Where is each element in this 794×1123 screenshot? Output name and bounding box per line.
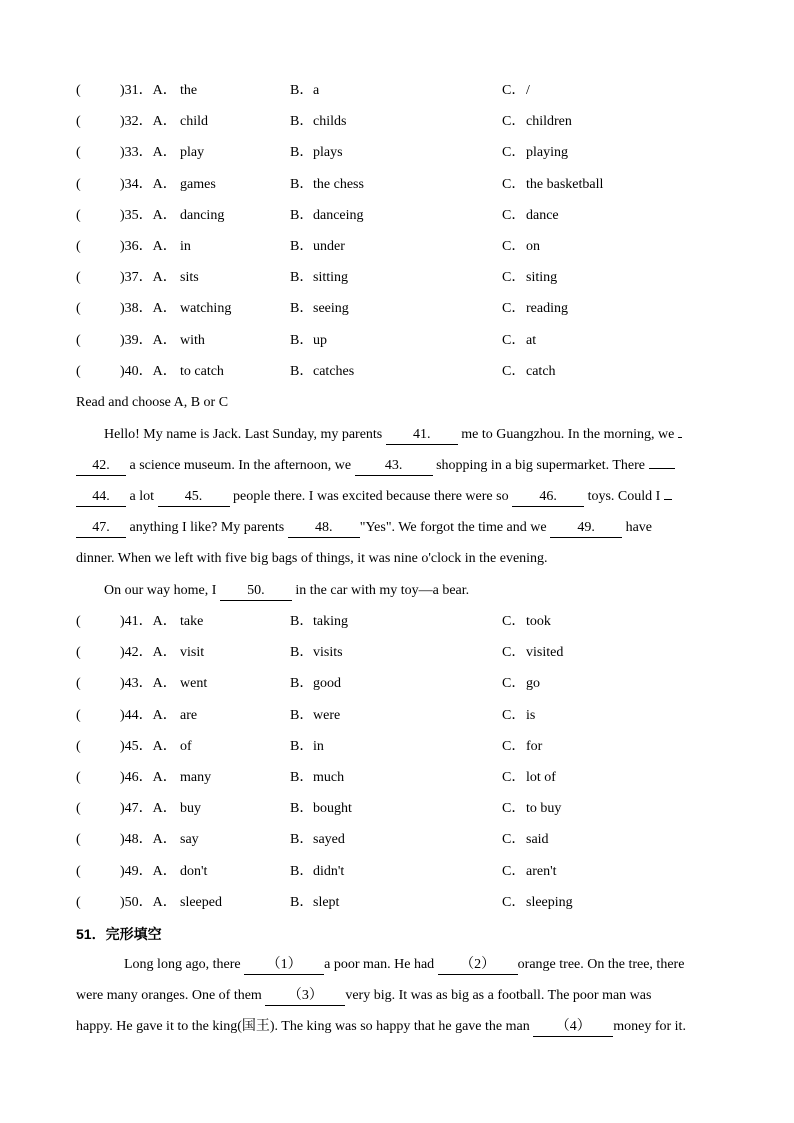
option-b[interactable]: plays: [313, 145, 343, 161]
option-c-letter: C．: [502, 707, 526, 723]
answer-paren[interactable]: (: [76, 707, 81, 723]
passage-line-5: dinner. When we left with five big bags of things, it was nine o'clock in the evening.: [76, 551, 548, 566]
option-b[interactable]: didn't: [313, 863, 345, 879]
question-number: )39．A．: [120, 332, 177, 348]
question-row-48: [0, 829, 794, 851]
blank-47[interactable]: 47.: [76, 519, 126, 538]
option-c[interactable]: to buy: [526, 801, 562, 817]
blank-48[interactable]: 48.: [288, 519, 360, 538]
question-row-37: [0, 267, 794, 289]
q51-title: 51．完形填空: [76, 926, 162, 942]
answer-paren[interactable]: (: [76, 176, 81, 192]
question-row-47: [0, 798, 794, 820]
answer-paren[interactable]: (: [76, 801, 81, 817]
cloze-blank-2[interactable]: （2）: [438, 956, 518, 975]
option-b[interactable]: sitting: [313, 270, 349, 286]
cloze-line-3: happy. He gave it to the king(国王). The king was so happy that he gave the man （4） money for it.: [76, 1016, 716, 1038]
question-number: )31．A．: [120, 83, 177, 98]
option-b-letter: B．: [290, 83, 314, 98]
option-b-letter: B．: [290, 363, 314, 379]
option-c[interactable]: siting: [526, 270, 558, 286]
option-a[interactable]: are: [180, 707, 198, 723]
question-number: )45．A．: [120, 738, 177, 754]
question-row-44: [0, 705, 794, 727]
option-c[interactable]: on: [526, 239, 540, 254]
question-row-49: [0, 861, 794, 883]
option-b[interactable]: up: [313, 332, 327, 348]
question-row-39: [0, 330, 794, 352]
option-b-letter: B．: [290, 645, 314, 661]
question-row-36: [0, 236, 794, 258]
option-b-letter: B．: [290, 239, 314, 254]
option-c-letter: C．: [502, 207, 526, 223]
option-b[interactable]: under: [313, 239, 345, 254]
question-row-33: [0, 142, 794, 164]
question-number: )43．A．: [120, 676, 177, 692]
answer-paren[interactable]: (: [76, 770, 81, 785]
answer-paren[interactable]: (: [76, 239, 81, 254]
passage-line-6: On our way home, I 50. in the car with my toy—a bear.: [104, 580, 716, 602]
question-row-43: [0, 673, 794, 695]
option-a[interactable]: of: [180, 738, 192, 754]
option-b-letter: B．: [290, 738, 314, 754]
answer-paren[interactable]: (: [76, 301, 81, 317]
option-c-letter: C．: [502, 363, 526, 379]
option-c-letter: C．: [502, 145, 526, 161]
option-b[interactable]: in: [313, 738, 324, 754]
question-number: )32．A．: [120, 114, 177, 130]
question-number: )36．A．: [120, 239, 177, 254]
option-b-letter: B．: [290, 207, 314, 223]
option-b[interactable]: danceing: [313, 207, 364, 223]
option-b[interactable]: a: [313, 83, 320, 98]
question-row-42: [0, 642, 794, 664]
option-c[interactable]: playing: [526, 145, 568, 161]
option-b-letter: B．: [290, 894, 314, 910]
option-a[interactable]: with: [180, 332, 205, 348]
question-row-40: [0, 361, 794, 383]
blank-41[interactable]: 41.: [386, 426, 458, 445]
option-c-letter: C．: [502, 832, 526, 848]
blank-43[interactable]: 43.: [355, 457, 433, 476]
cloze-line-1: Long long ago, there （1） a poor man. He had （2） orange tree. On the tree, there: [124, 954, 716, 976]
option-a[interactable]: watching: [180, 301, 232, 317]
option-a[interactable]: many: [180, 770, 212, 785]
blank-46[interactable]: 46.: [512, 488, 584, 507]
question-number: )35．A．: [120, 207, 177, 223]
option-b[interactable]: slept: [313, 894, 340, 910]
option-c-letter: C．: [502, 676, 526, 692]
option-c-letter: C．: [502, 301, 526, 317]
option-c[interactable]: dance: [526, 207, 559, 223]
option-c-letter: C．: [502, 332, 526, 348]
option-c-letter: C．: [502, 738, 526, 754]
option-c[interactable]: sleeping: [526, 894, 573, 910]
blank-44[interactable]: 44.: [76, 488, 126, 507]
option-b[interactable]: catches: [313, 363, 355, 379]
answer-paren[interactable]: (: [76, 832, 81, 848]
option-c[interactable]: go: [526, 676, 540, 692]
question-number: )44．A．: [120, 707, 177, 723]
option-a[interactable]: sleeped: [180, 894, 222, 910]
option-c[interactable]: catch: [526, 363, 556, 379]
question-number: )46．A．: [120, 770, 177, 785]
option-b[interactable]: much: [313, 770, 345, 785]
question-number: )33．A．: [120, 145, 177, 161]
option-b-letter: B．: [290, 770, 314, 785]
answer-paren[interactable]: (: [76, 614, 81, 629]
option-b[interactable]: childs: [313, 114, 347, 130]
option-c[interactable]: children: [526, 114, 572, 130]
passage-line-3: 44. a lot 45. people there. I was excited because there were so 46. toys. Could I: [76, 486, 716, 508]
answer-paren[interactable]: (: [76, 894, 81, 910]
blank-49[interactable]: 49.: [550, 519, 622, 538]
option-a[interactable]: in: [180, 239, 191, 254]
question-number: )37．A．: [120, 270, 177, 286]
question-number: )34．A．: [120, 176, 177, 192]
option-a[interactable]: play: [180, 145, 205, 161]
blank-47-start: [664, 499, 672, 500]
answer-paren[interactable]: (: [76, 738, 81, 754]
option-c-letter: C．: [502, 894, 526, 910]
question-number: )47．A．: [120, 801, 177, 817]
question-row-41: [0, 611, 794, 633]
option-c[interactable]: visited: [526, 645, 564, 661]
question-row-35: [0, 205, 794, 227]
option-c-letter: C．: [502, 270, 526, 286]
option-c-letter: C．: [502, 239, 526, 254]
option-c[interactable]: reading: [526, 301, 568, 317]
option-b-letter: B．: [290, 832, 314, 848]
question-number: )49．A．: [120, 863, 177, 879]
question-number: )40．A．: [120, 363, 177, 379]
option-a[interactable]: buy: [180, 801, 201, 817]
question-number: )50．A．: [120, 894, 177, 910]
option-b-letter: B．: [290, 332, 314, 348]
option-c-letter: C．: [502, 645, 526, 661]
option-c-letter: C．: [502, 176, 526, 192]
option-a[interactable]: the: [180, 83, 198, 98]
option-c[interactable]: aren't: [526, 863, 557, 879]
option-a[interactable]: sits: [180, 270, 199, 286]
question-row-38: [0, 298, 794, 320]
passage-line-4: 47. anything I like? My parents 48. "Yes". We forgot the time and we 49. have: [76, 517, 716, 539]
question-row-46: [0, 767, 794, 789]
option-a[interactable]: to catch: [180, 363, 224, 379]
answer-paren[interactable]: (: [76, 145, 81, 161]
question-row-34: [0, 174, 794, 196]
option-c-letter: C．: [502, 801, 526, 817]
option-b[interactable]: seeing: [313, 301, 349, 317]
option-c[interactable]: is: [526, 707, 536, 723]
option-a[interactable]: dancing: [180, 207, 225, 223]
section-title: Read and choose A, B or C: [76, 395, 229, 410]
option-a[interactable]: games: [180, 176, 216, 192]
option-c[interactable]: at: [526, 332, 537, 348]
option-c[interactable]: for: [526, 738, 543, 754]
option-b-letter: B．: [290, 614, 314, 629]
option-c[interactable]: said: [526, 832, 549, 848]
question-row-32: [0, 111, 794, 133]
answer-paren[interactable]: (: [76, 114, 81, 130]
blank-44-start: [649, 468, 675, 469]
option-c[interactable]: took: [526, 614, 551, 629]
cloze-blank-4[interactable]: （4）: [533, 1018, 613, 1037]
option-b-letter: B．: [290, 176, 314, 192]
answer-paren[interactable]: (: [76, 645, 81, 661]
cloze-line-2: were many oranges. One of them （3） very big. It was as big as a football. The poor man was: [76, 985, 716, 1007]
option-c-letter: C．: [502, 83, 526, 98]
option-b-letter: B．: [290, 301, 314, 317]
question-number: )48．A．: [120, 832, 177, 848]
answer-paren[interactable]: (: [76, 83, 81, 98]
option-b-letter: B．: [290, 676, 314, 692]
option-b-letter: B．: [290, 270, 314, 286]
answer-paren[interactable]: (: [76, 332, 81, 348]
blank-50[interactable]: 50.: [220, 582, 292, 601]
answer-paren[interactable]: (: [76, 363, 81, 379]
option-c[interactable]: the basketball: [526, 176, 604, 192]
option-b[interactable]: visits: [313, 645, 343, 661]
option-b-letter: B．: [290, 145, 314, 161]
passage-line-2: 42. a science museum. In the afternoon, we 43. shopping in a big supermarket. There: [76, 455, 716, 477]
option-a[interactable]: say: [180, 832, 199, 848]
option-b-letter: B．: [290, 707, 314, 723]
passage-line-1: Hello! My name is Jack. Last Sunday, my parents 41. me to Guangzhou. In the morning, we: [104, 424, 716, 446]
question-row-45: [0, 736, 794, 758]
option-c-letter: C．: [502, 770, 526, 785]
blank-42[interactable]: 42.: [76, 457, 126, 476]
answer-paren[interactable]: (: [76, 676, 81, 692]
option-a[interactable]: don't: [180, 863, 208, 879]
option-b-letter: B．: [290, 114, 314, 130]
option-c[interactable]: lot of: [526, 770, 556, 785]
option-a[interactable]: take: [180, 614, 204, 629]
answer-paren[interactable]: (: [76, 207, 81, 223]
option-a[interactable]: went: [180, 676, 208, 692]
cloze-blank-1[interactable]: （1）: [244, 956, 324, 975]
option-b[interactable]: taking: [313, 614, 348, 629]
blank-42-start: [678, 437, 682, 438]
option-a[interactable]: child: [180, 114, 208, 130]
option-b[interactable]: sayed: [313, 832, 345, 848]
option-b-letter: B．: [290, 801, 314, 817]
cloze-blank-3[interactable]: （3）: [265, 987, 345, 1006]
answer-paren[interactable]: (: [76, 270, 81, 286]
option-b[interactable]: were: [313, 707, 341, 723]
option-b-letter: B．: [290, 863, 314, 879]
option-b[interactable]: good: [313, 676, 341, 692]
question-number: )42．A．: [120, 645, 177, 661]
question-row-31: [0, 80, 794, 102]
question-row-50: [0, 892, 794, 914]
option-b[interactable]: bought: [313, 801, 352, 817]
option-a[interactable]: visit: [180, 645, 205, 661]
option-c-letter: C．: [502, 863, 526, 879]
answer-paren[interactable]: (: [76, 863, 81, 879]
blank-45[interactable]: 45.: [158, 488, 230, 507]
option-c[interactable]: /: [526, 83, 530, 98]
question-number: )38．A．: [120, 301, 177, 317]
option-b[interactable]: the chess: [313, 176, 364, 192]
option-c-letter: C．: [502, 114, 526, 130]
question-number: )41．A．: [120, 614, 177, 629]
option-c-letter: C．: [502, 614, 526, 629]
